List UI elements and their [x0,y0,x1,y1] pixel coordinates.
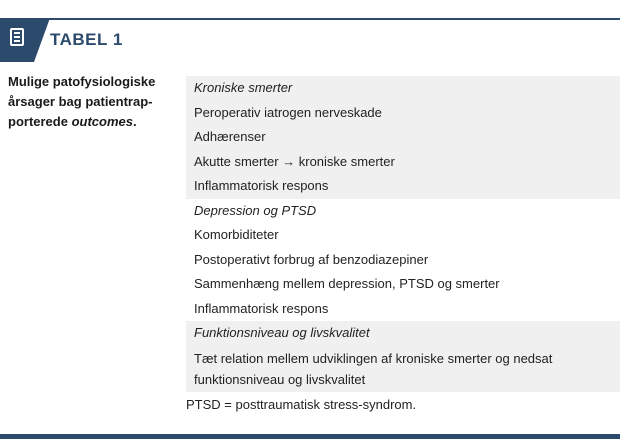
table-row: Sammenhæng mellem depression, PTSD og smerter [194,276,500,291]
caption-line-3-suffix: . [132,114,137,129]
table-row: Komorbiditeter [194,227,279,242]
icon-notch [34,18,50,62]
table-row: Postoperativt forbrug af benzodiazepiner [194,251,429,267]
section-heading: Kroniske smerter [194,80,293,95]
table-row: Inflammatorisk respons [194,300,329,316]
table-caption [8,72,178,132]
caption-line-3-prefix: porterede [8,114,72,129]
section-depression-ptsd [186,199,620,322]
section-funktionsniveau [186,321,620,392]
caption-line-1: Mulige patofysiologiske [8,74,156,89]
content-table [186,76,620,392]
table-row: Adhærenser [194,129,266,144]
table-row: Peroperativ iatrogen nerveskade [194,104,382,120]
table-row: Akutte smerter → kroniske smerter [194,153,395,169]
section-heading: Funktionsniveau og livskvalitet [194,325,370,340]
caption-line-2: årsager bag patientrap- [8,94,153,109]
caption-line-3 [8,112,178,132]
bottom-rule [0,434,620,439]
table-title: TABEL 1 [50,30,123,49]
section-kroniske-smerter [186,76,620,199]
top-rule [41,18,620,20]
document-list-icon [10,28,24,46]
section-heading: Depression og PTSD [194,202,317,218]
caption-italic-term: outcomes [71,114,133,129]
table-row: Inflammatorisk respons [194,178,329,193]
table-footnote: PTSD = posttraumatisk stress-syndrom. [186,397,417,412]
table-row: Tæt relation mellem udviklingen af kroniske smerter og nedsat funktionsniveau og livskvalitet [194,350,553,387]
